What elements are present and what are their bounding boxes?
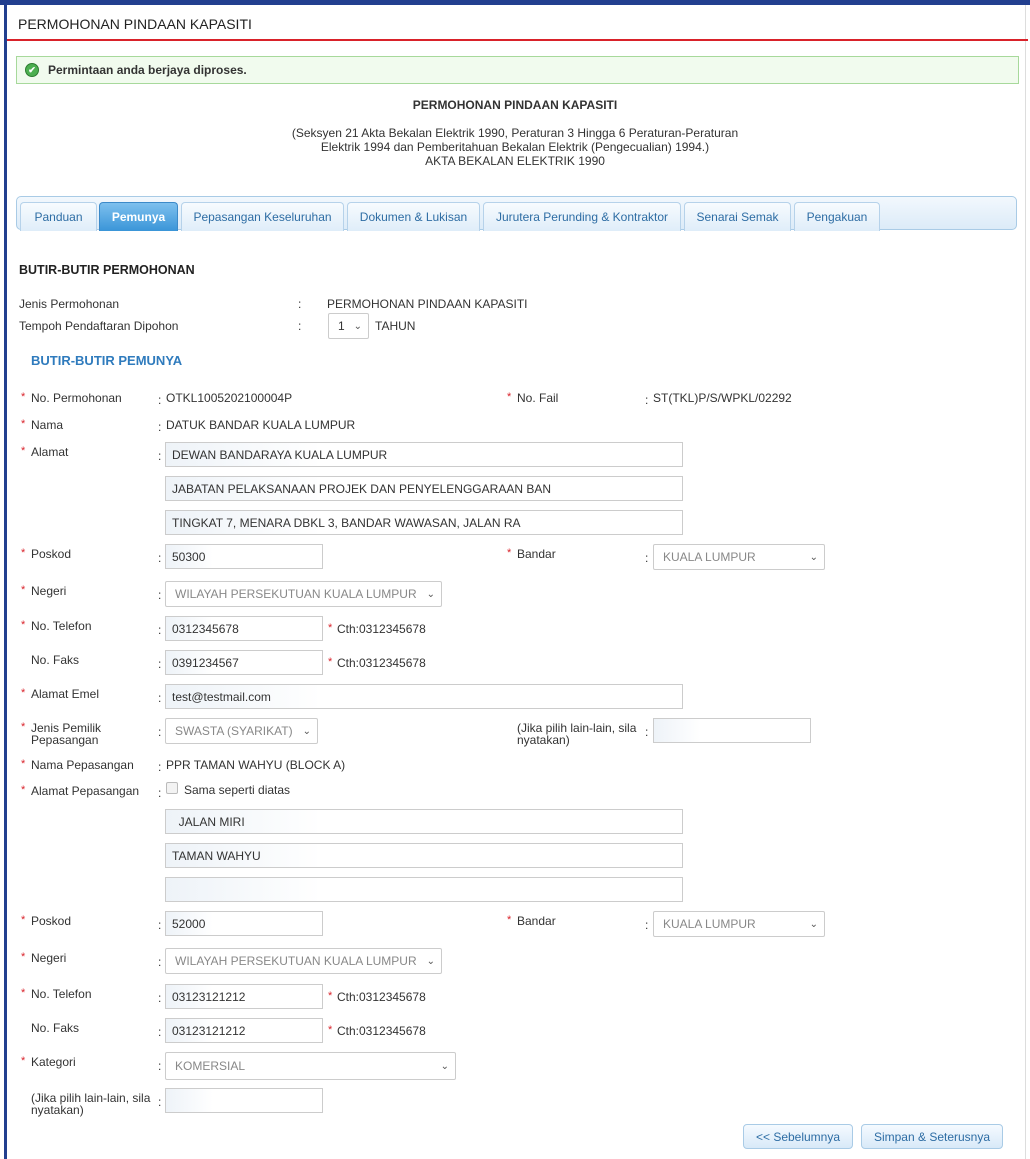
telefon-label: No. Telefon — [31, 619, 92, 633]
colon: : — [158, 991, 162, 1005]
page-title: PERMOHONAN PINDAAN KAPASITI — [18, 16, 252, 32]
nama-pepasangan-value: PPR TAMAN WAHYU (BLOCK A) — [166, 758, 346, 772]
negeri-select[interactable] — [165, 581, 442, 607]
p-faks-hint: Cth:0312345678 — [337, 1024, 426, 1038]
negeri-label: Negeri — [31, 584, 67, 598]
save-next-button[interactable]: Simpan & Seterusnya — [861, 1124, 1003, 1149]
colon: : — [158, 393, 162, 407]
no-permohonan-value: OTKL1005202100004P — [166, 391, 293, 405]
required-star: * — [328, 1024, 333, 1036]
colon: : — [158, 449, 162, 463]
form-heading: PERMOHONAN PINDAAN KAPASITI — [412, 98, 618, 112]
section-title-pemunya: BUTIR-BUTIR PEMUNYA — [31, 353, 183, 368]
required-star: * — [21, 758, 26, 770]
colon: : — [158, 420, 162, 434]
telefon-hint: Cth:0312345678 — [337, 622, 426, 636]
no-permohonan-label: No. Permohonan — [31, 391, 122, 405]
top-bar — [0, 0, 1030, 5]
emel-input[interactable]: test@testmail.com — [165, 684, 683, 709]
alamat-pepasangan-label: Alamat Pepasangan — [31, 784, 140, 798]
p-telefon-hint: Cth:0312345678 — [337, 990, 426, 1004]
telefon-input[interactable]: 0312345678 — [165, 616, 323, 641]
emel-label: Alamat Emel — [31, 687, 100, 701]
tab-senarai-semak[interactable]: Senarai Semak — [684, 202, 791, 231]
nama-label: Nama — [31, 418, 64, 432]
tempoh-select[interactable] — [328, 313, 369, 339]
required-star: * — [21, 687, 26, 699]
no-fail-value: ST(TKL)P/S/WPKL/02292 — [653, 391, 792, 405]
alamat-label: Alamat — [31, 445, 69, 459]
negeri-value: WILAYAH PERSEKUTUAN KUALA LUMPUR — [175, 587, 417, 601]
p-faks-input[interactable]: 03123121212 — [165, 1018, 323, 1043]
right-border — [1025, 5, 1026, 1159]
jenis-permohonan-label: Jenis Permohonan — [19, 297, 120, 311]
chevron-down-icon: ⌄ — [353, 320, 362, 332]
left-border — [4, 0, 7, 1159]
tempoh-label: Tempoh Pendaftaran Dipohon — [19, 319, 179, 333]
colon: : — [158, 588, 162, 602]
jenis-permohonan-value: PERMOHONAN PINDAAN KAPASITI — [327, 297, 528, 311]
kategori-label: Kategori — [31, 1055, 76, 1069]
colon: : — [158, 691, 162, 705]
kategori-lain-input[interactable] — [165, 1088, 323, 1113]
lain-lain-label: (Jika pilih lain-lain, sila — [517, 721, 637, 735]
jenis-pemilik-label-2: Pepasangan — [31, 733, 99, 747]
no-fail-label: No. Fail — [517, 391, 559, 405]
required-star: * — [21, 914, 26, 926]
colon: : — [645, 725, 649, 739]
bandar-label: Bandar — [517, 547, 556, 561]
alamat-pepasangan-1-input[interactable]: JALAN MIRI — [165, 809, 683, 834]
jenis-pemilik-label: Jenis Pemilik — [31, 721, 102, 735]
faks-input[interactable]: 0391234567 — [165, 650, 323, 675]
p-poskod-label: Poskod — [31, 914, 72, 928]
required-star: * — [21, 1055, 26, 1067]
faks-hint: Cth:0312345678 — [337, 656, 426, 670]
alamat-line-1-input[interactable]: DEWAN BANDARAYA KUALA LUMPUR — [165, 442, 683, 467]
chevron-down-icon: ⌄ — [426, 955, 435, 967]
poskod-label: Poskod — [31, 547, 72, 561]
colon: : — [158, 786, 162, 800]
required-star: * — [328, 656, 333, 668]
heading-line-1: (Seksyen 21 Akta Bekalan Elektrik 1990, Peraturan 3 Hingga 6 Peraturan-Peraturan — [291, 126, 739, 140]
colon: : — [645, 393, 649, 407]
alamat-pepasangan-2-input[interactable]: TAMAN WAHYU — [165, 843, 683, 868]
p-telefon-input[interactable]: 03123121212 — [165, 984, 323, 1009]
title-divider — [7, 39, 1028, 41]
required-star: * — [328, 622, 333, 634]
tab-dokumen-lukisan[interactable]: Dokumen & Lukisan — [347, 202, 480, 231]
sama-label: Sama seperti diatas — [184, 783, 291, 797]
p-negeri-select[interactable] — [165, 948, 442, 974]
colon: : — [298, 319, 302, 333]
alert-text: Permintaan anda berjaya diproses. — [48, 63, 247, 77]
p-bandar-label: Bandar — [517, 914, 556, 928]
nama-pepasangan-label: Nama Pepasangan — [31, 758, 134, 772]
kategori-lain-label-2: nyatakan) — [31, 1103, 84, 1117]
tab-bar — [16, 196, 1017, 230]
kategori-lain-label: (Jika pilih lain-lain, sila — [31, 1091, 151, 1105]
p-poskod-input[interactable]: 52000 — [165, 911, 323, 936]
colon: : — [158, 1025, 162, 1039]
colon: : — [158, 623, 162, 637]
required-star: * — [507, 391, 512, 403]
required-star: * — [21, 987, 26, 999]
poskod-input[interactable]: 50300 — [165, 544, 323, 569]
colon: : — [158, 760, 162, 774]
lain-lain-label-2: nyatakan) — [517, 733, 570, 747]
heading-line-2: Elektrik 1994 dan Pemberitahuan Bekalan Elektrik (Pengecualian) 1994.) — [320, 140, 710, 154]
check-circle-icon: ✔ — [25, 63, 39, 77]
p-bandar-select[interactable] — [653, 911, 825, 937]
p-negeri-label: Negeri — [31, 951, 67, 965]
bandar-value: KUALA LUMPUR — [663, 550, 756, 564]
colon: : — [158, 657, 162, 671]
alamat-line-3-input[interactable]: TINGKAT 7, MENARA DBKL 3, BANDAR WAWASAN, JALAN RA — [165, 510, 683, 535]
required-star: * — [21, 584, 26, 596]
tab-jurutera-kontraktor[interactable]: Jurutera Perunding & Kontraktor — [483, 202, 681, 231]
required-star: * — [21, 784, 26, 796]
chevron-down-icon: ⌄ — [440, 1060, 449, 1072]
p-telefon-label: No. Telefon — [31, 987, 92, 1001]
bandar-select[interactable] — [653, 544, 825, 570]
tempoh-unit: TAHUN — [375, 319, 416, 333]
sama-checkbox[interactable] — [166, 782, 178, 794]
chevron-down-icon: ⌄ — [809, 918, 818, 930]
nama-value: DATUK BANDAR KUALA LUMPUR — [166, 418, 356, 432]
colon: : — [298, 297, 302, 311]
previous-button[interactable]: << Sebelumnya — [743, 1124, 853, 1149]
tab-pepasangan-keseluruhan[interactable]: Pepasangan Keseluruhan — [181, 202, 344, 231]
required-star: * — [21, 951, 26, 963]
tab-pemunya[interactable]: Pemunya — [99, 202, 178, 231]
jenis-pemilik-select[interactable] — [165, 718, 318, 744]
chevron-down-icon: ⌄ — [426, 588, 435, 600]
colon: : — [158, 551, 162, 565]
required-star: * — [328, 990, 333, 1002]
chevron-down-icon: ⌄ — [302, 725, 311, 737]
colon: : — [158, 1095, 162, 1109]
required-star: * — [21, 619, 26, 631]
required-star: * — [507, 914, 512, 926]
tempoh-value: 1 — [338, 319, 345, 333]
colon: : — [645, 918, 649, 932]
p-bandar-value: KUALA LUMPUR — [663, 917, 756, 931]
heading-line-3: AKTA BEKALAN ELEKTRIK 1990 — [425, 154, 605, 168]
success-alert — [16, 56, 1019, 84]
kategori-value: KOMERSIAL — [175, 1059, 246, 1073]
required-star: * — [21, 721, 26, 733]
tab-panduan[interactable]: Panduan — [20, 202, 97, 231]
lain-lain-input[interactable] — [653, 718, 811, 743]
jenis-pemilik-value: SWASTA (SYARIKAT) — [175, 724, 293, 738]
required-star: * — [21, 547, 26, 559]
colon: : — [645, 551, 649, 565]
colon: : — [158, 1059, 162, 1073]
required-star: * — [21, 391, 26, 403]
faks-label: No. Faks — [31, 653, 80, 667]
alamat-pepasangan-3-input[interactable] — [165, 877, 683, 902]
required-star: * — [507, 547, 512, 559]
colon: : — [158, 725, 162, 739]
tab-pengakuan[interactable]: Pengakuan — [794, 202, 880, 231]
required-star: * — [21, 418, 26, 430]
kategori-select[interactable] — [165, 1052, 456, 1080]
section-title-permohonan: BUTIR-BUTIR PERMOHONAN — [19, 263, 195, 277]
p-negeri-value: WILAYAH PERSEKUTUAN KUALA LUMPUR — [175, 954, 417, 968]
required-star: * — [21, 445, 26, 457]
alamat-line-2-input[interactable]: JABATAN PELAKSANAAN PROJEK DAN PENYELENGGARAAN BAN — [165, 476, 683, 501]
chevron-down-icon: ⌄ — [809, 551, 818, 563]
colon: : — [158, 918, 162, 932]
p-faks-label: No. Faks — [31, 1021, 80, 1035]
colon: : — [158, 955, 162, 969]
